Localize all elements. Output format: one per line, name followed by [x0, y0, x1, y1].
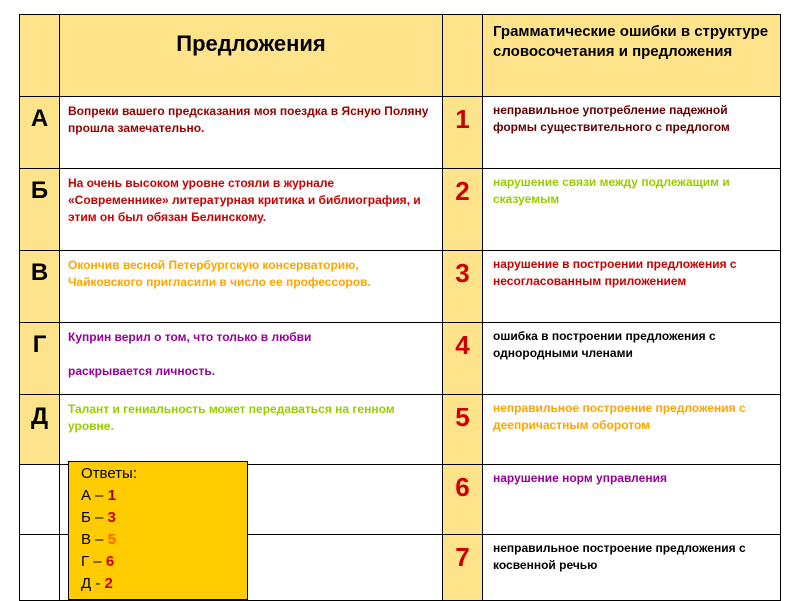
answer-number: 2: [104, 575, 113, 592]
error-cell: [483, 465, 781, 535]
letter-cell: [20, 323, 60, 395]
number-cell: [443, 395, 483, 465]
row-number: 6: [455, 472, 470, 502]
answer-number: 1: [107, 487, 117, 504]
error-text: неправильное построение предложения с деепричастным оборотом: [493, 401, 746, 432]
number-cell: [443, 535, 483, 601]
row-number: 3: [455, 258, 470, 288]
answer-letter: Б –: [81, 509, 104, 526]
error-cell: [483, 395, 781, 465]
table-header-row: [20, 15, 781, 97]
row-letter: В: [30, 259, 49, 286]
table-row: [20, 395, 781, 465]
sentence-text: Талант и гениальность может передаваться на генном уровне.: [68, 402, 395, 433]
sentence-cell: [60, 169, 443, 251]
answer-letter: А –: [81, 487, 104, 504]
number-cell: [443, 251, 483, 323]
row-number: 5: [455, 402, 470, 432]
error-cell: [483, 97, 781, 169]
empty-letter-cell: [20, 535, 60, 601]
error-cell: [483, 251, 781, 323]
number-cell: [443, 169, 483, 251]
row-number: 4: [455, 330, 470, 360]
row-number: 2: [455, 176, 470, 206]
number-cell: [443, 323, 483, 395]
error-cell: [483, 323, 781, 395]
answer-number: 6: [105, 553, 115, 570]
answer-number: 3: [107, 509, 116, 526]
error-cell: [483, 169, 781, 251]
sentence-cell: [60, 97, 443, 169]
error-text: неправильное построение предложения с косвенной речью: [493, 541, 746, 572]
table-row: [20, 169, 781, 251]
answer-line: [81, 551, 247, 573]
sentence-cell: [60, 395, 443, 465]
header-corner-cell: [20, 15, 60, 97]
answers-title: Ответы:: [81, 465, 138, 482]
sentence-text: Окончив весной Петербургскую консерваторию, Чайковского пригласили в число ее профессоров.: [68, 258, 371, 289]
answer-line: [81, 485, 247, 507]
row-number: 7: [455, 542, 470, 572]
row-letter: Г: [32, 331, 47, 358]
sentence-line: раскрывается личность.: [68, 364, 216, 378]
table-row: [20, 323, 781, 395]
answer-letter: В –: [81, 531, 104, 548]
answers-box: [68, 461, 248, 600]
sentence-line: Куприн верил о том, что только в любви: [68, 330, 312, 344]
error-text: нарушение норм управления: [493, 471, 667, 485]
answer-line: [81, 573, 247, 595]
header-number-cell: [443, 15, 483, 97]
number-cell: [443, 97, 483, 169]
error-text: нарушение в построении предложения с несогласованным приложением: [493, 257, 737, 288]
row-letter: Б: [30, 177, 49, 204]
answer-line: [81, 507, 247, 529]
answer-letter: Д -: [81, 575, 101, 592]
answer-number: 5: [107, 531, 117, 548]
row-letter: Д: [30, 403, 49, 430]
error-cell: [483, 535, 781, 601]
sentence-text: [60, 323, 442, 380]
sentences-header: Предложения: [176, 31, 326, 56]
table-row: [20, 97, 781, 169]
errors-header: Грамматические ошибки в структуре словосочетания и предложения: [493, 23, 769, 60]
header-sentences-cell: [60, 15, 443, 97]
sentence-text: На очень высоком уровне стояли в журнале «Современнике» литературная критика и библиография, и этим он был обязан Белинскому.: [68, 176, 421, 224]
letter-cell: [20, 97, 60, 169]
letter-cell: [20, 395, 60, 465]
number-cell: [443, 465, 483, 535]
letter-cell: [20, 169, 60, 251]
sentence-cell: [60, 323, 443, 395]
empty-letter-cell: [20, 465, 60, 535]
sentence-cell: [60, 251, 443, 323]
answer-letter: Г –: [81, 553, 102, 570]
row-letter: А: [30, 105, 49, 132]
line-gap: [68, 346, 434, 363]
row-number: 1: [455, 104, 470, 134]
answer-line: [81, 529, 247, 551]
table-row: [20, 251, 781, 323]
sentence-text: Вопреки вашего предсказания моя поездка в Ясную Поляну прошла замечательно.: [68, 104, 429, 135]
error-text: нарушение связи между подлежащим и сказуемым: [493, 175, 730, 206]
error-text: неправильное употребление падежной формы существительного с предлогом: [493, 103, 730, 134]
error-text: ошибка в построении предложения с однородными членами: [493, 329, 716, 360]
letter-cell: [20, 251, 60, 323]
header-errors-cell: [483, 15, 781, 97]
